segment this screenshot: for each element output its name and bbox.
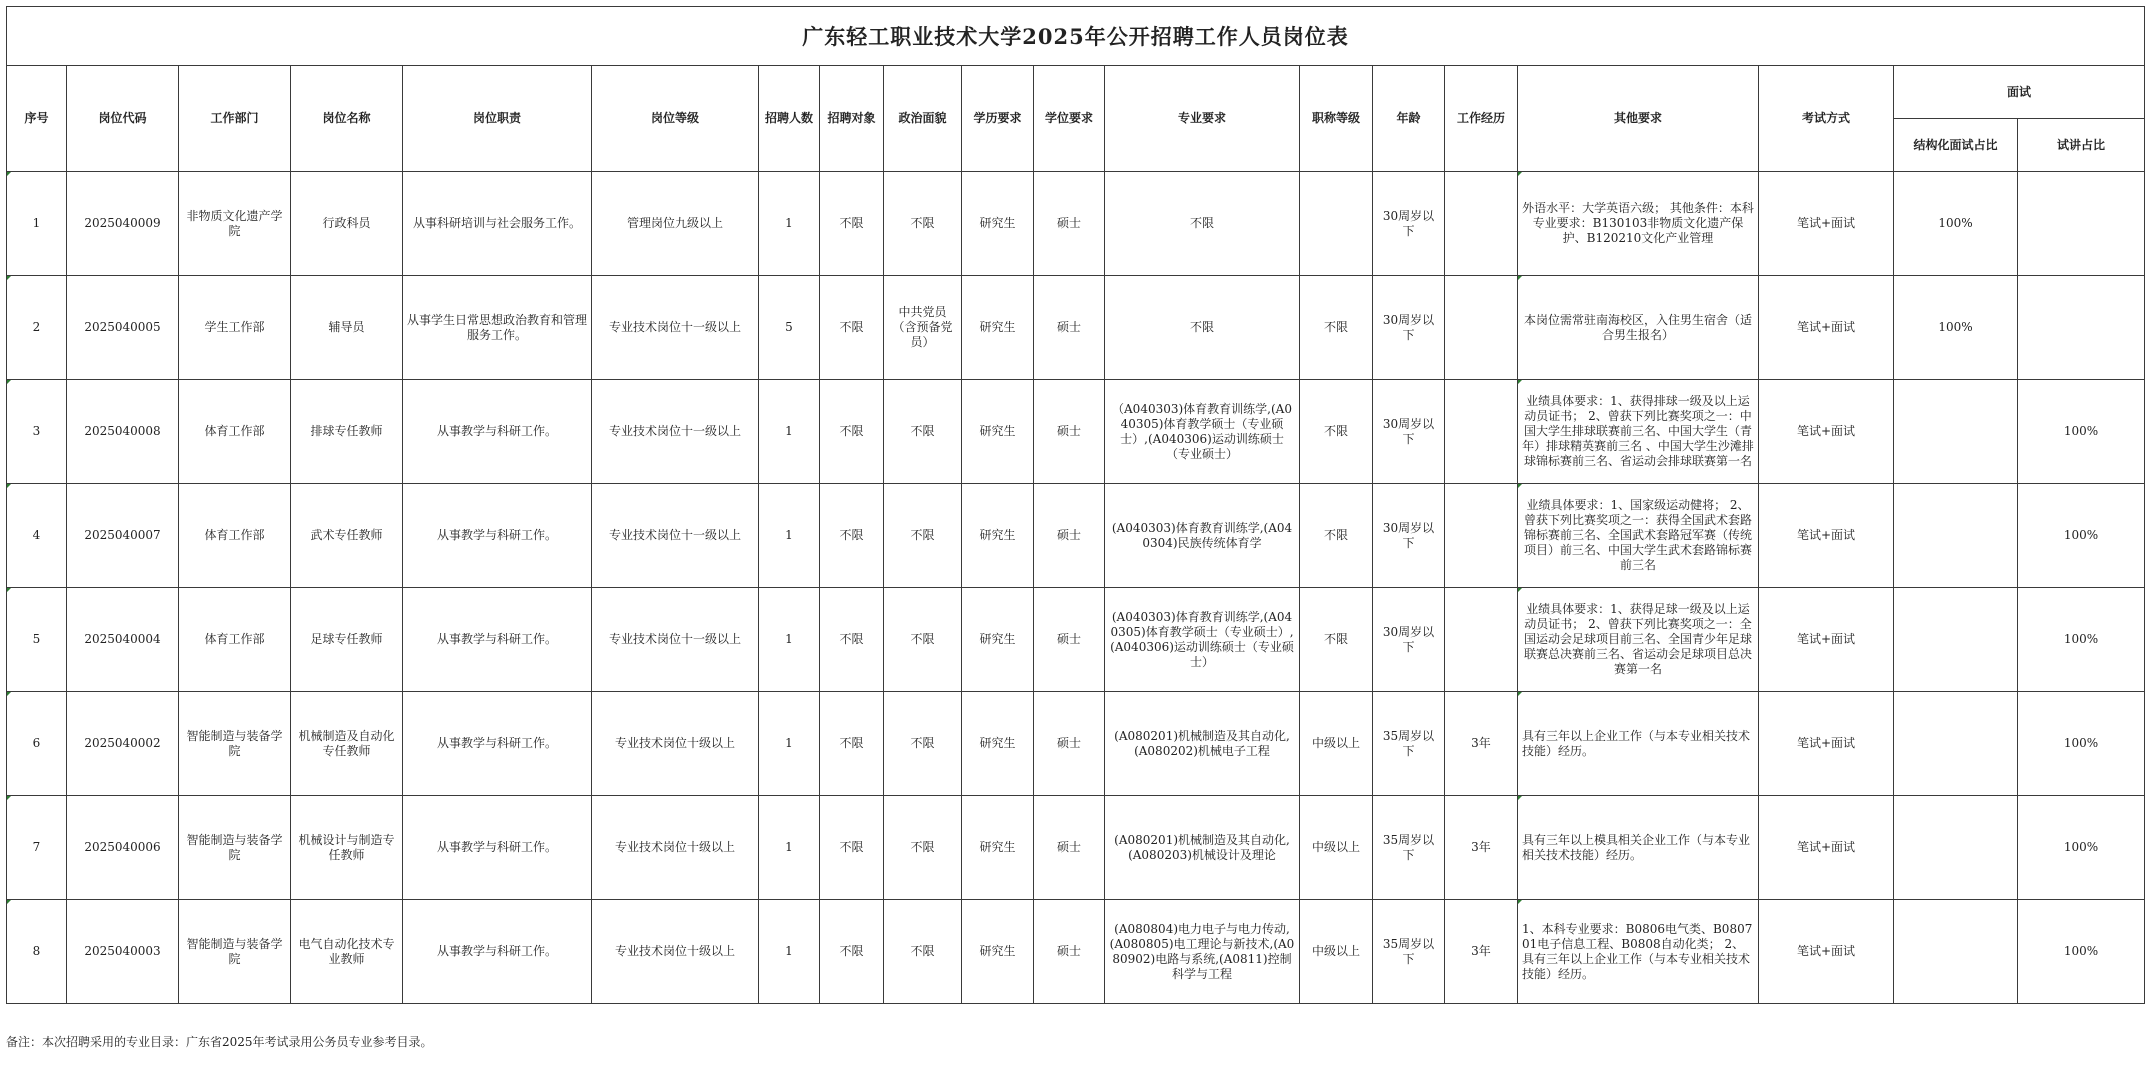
- cell-major: (A080201)机械制造及其自动化,(A080202)机械电子工程: [1105, 692, 1300, 796]
- cell-level: 专业技术岗位十一级以上: [592, 484, 759, 588]
- cell-level: 专业技术岗位十一级以上: [592, 380, 759, 484]
- header-interview: 面试: [1894, 66, 2145, 119]
- table-row: [7, 276, 2145, 380]
- cell-political: 不限: [884, 484, 962, 588]
- cell-other: 具有三年以上企业工作（与本专业相关技术技能）经历。: [1518, 692, 1759, 796]
- cell-political: 不限: [884, 692, 962, 796]
- header-dept: 工作部门: [179, 66, 291, 172]
- cell-structured: [1894, 900, 2018, 1004]
- cell-structured: 100%: [1894, 276, 2018, 380]
- cell-level: 专业技术岗位十一级以上: [592, 276, 759, 380]
- cell-other: 本岗位需常驻南海校区，入住男生宿舍（适合男生报名）: [1518, 276, 1759, 380]
- cell-level: 管理岗位九级以上: [592, 172, 759, 276]
- footnote: 备注：本次招聘采用的专业目录：广东省2025年考试录用公务员专业参考目录。: [6, 1035, 433, 1049]
- cell-exam: 笔试+面试: [1759, 172, 1894, 276]
- cell-target: 不限: [820, 484, 884, 588]
- cell-political: 中共党员（含预备党员）: [884, 276, 962, 380]
- cell-code: 2025040003: [67, 900, 179, 1004]
- cell-structured: [1894, 796, 2018, 900]
- header-target: 招聘对象: [820, 66, 884, 172]
- cell-title-level: 中级以上: [1300, 900, 1373, 1004]
- cell-target: 不限: [820, 692, 884, 796]
- cell-seq: 8: [7, 900, 67, 1004]
- header-row: [7, 66, 2145, 119]
- cell-lecture: [2018, 276, 2145, 380]
- cell-education: 研究生: [962, 796, 1034, 900]
- cell-age: 35周岁以下: [1373, 900, 1445, 1004]
- cell-degree: 硕士: [1034, 796, 1105, 900]
- header-political: 政治面貌: [884, 66, 962, 172]
- cell-duty: 从事教学与科研工作。: [403, 380, 592, 484]
- cell-level: 专业技术岗位十一级以上: [592, 588, 759, 692]
- cell-other: 业绩具体要求：1、获得排球一级及以上运动员证书； 2、曾获下列比赛奖项之一：中国大学生排球联赛前三名、中国大学生（青年）排球精英赛前三名 、中国大学生沙滩排球锦标赛前三名、省运动会排球联赛第一名: [1518, 380, 1759, 484]
- table-row: [7, 588, 2145, 692]
- cell-code: 2025040005: [67, 276, 179, 380]
- cell-seq: 3: [7, 380, 67, 484]
- header-lecture: 试讲占比: [2018, 119, 2145, 172]
- cell-exam: 笔试+面试: [1759, 588, 1894, 692]
- cell-duty: 从事教学与科研工作。: [403, 484, 592, 588]
- cell-degree: 硕士: [1034, 276, 1105, 380]
- cell-count: 5: [759, 276, 820, 380]
- cell-exam: 笔试+面试: [1759, 380, 1894, 484]
- header-major: 专业要求: [1105, 66, 1300, 172]
- cell-dept: 智能制造与装备学院: [179, 692, 291, 796]
- recruitment-sheet: [6, 6, 2144, 1004]
- cell-dept: 体育工作部: [179, 588, 291, 692]
- cell-lecture: [2018, 172, 2145, 276]
- cell-structured: [1894, 484, 2018, 588]
- cell-exam: 笔试+面试: [1759, 484, 1894, 588]
- cell-name: 电气自动化技术专业教师: [291, 900, 403, 1004]
- cell-name: 武术专任教师: [291, 484, 403, 588]
- cell-degree: 硕士: [1034, 588, 1105, 692]
- cell-education: 研究生: [962, 900, 1034, 1004]
- header-education: 学历要求: [962, 66, 1034, 172]
- header-name: 岗位名称: [291, 66, 403, 172]
- cell-political: 不限: [884, 380, 962, 484]
- header-structured: 结构化面试占比: [1894, 119, 2018, 172]
- cell-code: 2025040004: [67, 588, 179, 692]
- cell-dept: 智能制造与装备学院: [179, 796, 291, 900]
- cell-other: 业绩具体要求：1、获得足球一级及以上运动员证书； 2、曾获下列比赛奖项之一：全国运动会足球项目前三名、全国青少年足球联赛总决赛前三名、省运动会足球项目总决赛第一名: [1518, 588, 1759, 692]
- cell-target: 不限: [820, 380, 884, 484]
- cell-lecture: 100%: [2018, 380, 2145, 484]
- cell-degree: 硕士: [1034, 900, 1105, 1004]
- cell-name: 足球专任教师: [291, 588, 403, 692]
- cell-experience: [1445, 380, 1518, 484]
- cell-dept: 体育工作部: [179, 484, 291, 588]
- cell-structured: [1894, 588, 2018, 692]
- cell-education: 研究生: [962, 172, 1034, 276]
- table-row: [7, 172, 2145, 276]
- cell-degree: 硕士: [1034, 172, 1105, 276]
- table-row: [7, 380, 2145, 484]
- cell-experience: [1445, 588, 1518, 692]
- table-row: [7, 796, 2145, 900]
- cell-experience: [1445, 172, 1518, 276]
- header-code: 岗位代码: [67, 66, 179, 172]
- cell-level: 专业技术岗位十级以上: [592, 796, 759, 900]
- header-seq: 序号: [7, 66, 67, 172]
- cell-count: 1: [759, 692, 820, 796]
- cell-seq: 1: [7, 172, 67, 276]
- cell-political: 不限: [884, 172, 962, 276]
- cell-name: 排球专任教师: [291, 380, 403, 484]
- cell-structured: [1894, 380, 2018, 484]
- cell-title-level: [1300, 172, 1373, 276]
- cell-dept: 智能制造与装备学院: [179, 900, 291, 1004]
- cell-exam: 笔试+面试: [1759, 796, 1894, 900]
- cell-code: 2025040008: [67, 380, 179, 484]
- cell-lecture: 100%: [2018, 588, 2145, 692]
- cell-duty: 从事学生日常思想政治教育和管理服务工作。: [403, 276, 592, 380]
- cell-count: 1: [759, 172, 820, 276]
- cell-name: 行政科员: [291, 172, 403, 276]
- cell-age: 35周岁以下: [1373, 796, 1445, 900]
- table-row: [7, 484, 2145, 588]
- cell-degree: 硕士: [1034, 692, 1105, 796]
- cell-level: 专业技术岗位十级以上: [592, 692, 759, 796]
- cell-education: 研究生: [962, 588, 1034, 692]
- cell-lecture: 100%: [2018, 796, 2145, 900]
- cell-name: 辅导员: [291, 276, 403, 380]
- cell-count: 1: [759, 484, 820, 588]
- cell-degree: 硕士: [1034, 380, 1105, 484]
- cell-code: 2025040002: [67, 692, 179, 796]
- cell-experience: 3年: [1445, 900, 1518, 1004]
- header-experience: 工作经历: [1445, 66, 1518, 172]
- cell-exam: 笔试+面试: [1759, 900, 1894, 1004]
- cell-target: 不限: [820, 172, 884, 276]
- cell-dept: 学生工作部: [179, 276, 291, 380]
- cell-dept: 非物质文化遗产学院: [179, 172, 291, 276]
- cell-age: 30周岁以下: [1373, 588, 1445, 692]
- cell-lecture: 100%: [2018, 900, 2145, 1004]
- cell-lecture: 100%: [2018, 692, 2145, 796]
- cell-experience: 3年: [1445, 692, 1518, 796]
- cell-title-level: 不限: [1300, 484, 1373, 588]
- cell-other: 外语水平：大学英语六级； 其他条件：本科专业要求：B130103非物质文化遗产保护、B120210文化产业管理: [1518, 172, 1759, 276]
- cell-code: 2025040007: [67, 484, 179, 588]
- cell-level: 专业技术岗位十级以上: [592, 900, 759, 1004]
- header-level: 岗位等级: [592, 66, 759, 172]
- cell-major: 不限: [1105, 172, 1300, 276]
- cell-duty: 从事教学与科研工作。: [403, 900, 592, 1004]
- cell-age: 30周岁以下: [1373, 276, 1445, 380]
- cell-major: (A080804)电力电子与电力传动,(A080805)电工理论与新技术,(A080902)电路与系统,(A0811)控制科学与工程: [1105, 900, 1300, 1004]
- position-table: [6, 6, 2145, 1004]
- cell-age: 30周岁以下: [1373, 172, 1445, 276]
- cell-target: 不限: [820, 796, 884, 900]
- cell-experience: 3年: [1445, 796, 1518, 900]
- cell-name: 机械制造及自动化专任教师: [291, 692, 403, 796]
- header-duty: 岗位职责: [403, 66, 592, 172]
- cell-political: 不限: [884, 588, 962, 692]
- cell-other: 1、本科专业要求：B0806电气类、B080701电子信息工程、B0808自动化类； 2、具有三年以上企业工作（与本专业相关技术技能）经历。: [1518, 900, 1759, 1004]
- cell-seq: 2: [7, 276, 67, 380]
- cell-other: 具有三年以上模具相关企业工作（与本专业相关技术技能）经历。: [1518, 796, 1759, 900]
- cell-count: 1: [759, 380, 820, 484]
- header-exam: 考试方式: [1759, 66, 1894, 172]
- cell-title-level: 不限: [1300, 276, 1373, 380]
- cell-age: 30周岁以下: [1373, 484, 1445, 588]
- cell-education: 研究生: [962, 484, 1034, 588]
- cell-degree: 硕士: [1034, 484, 1105, 588]
- table-row: [7, 692, 2145, 796]
- cell-other: 业绩具体要求：1、国家级运动健将； 2、曾获下列比赛奖项之一：获得全国武术套路锦标赛前三名、全国武术套路冠军赛（传统项目）前三名、中国大学生武术套路锦标赛前三名: [1518, 484, 1759, 588]
- cell-count: 1: [759, 796, 820, 900]
- header-count: 招聘人数: [759, 66, 820, 172]
- cell-age: 35周岁以下: [1373, 692, 1445, 796]
- cell-code: 2025040006: [67, 796, 179, 900]
- cell-exam: 笔试+面试: [1759, 692, 1894, 796]
- cell-experience: [1445, 276, 1518, 380]
- header-other: 其他要求: [1518, 66, 1759, 172]
- table-body: [7, 172, 2145, 1004]
- cell-political: 不限: [884, 900, 962, 1004]
- cell-structured: [1894, 692, 2018, 796]
- cell-seq: 6: [7, 692, 67, 796]
- cell-political: 不限: [884, 796, 962, 900]
- cell-exam: 笔试+面试: [1759, 276, 1894, 380]
- cell-structured: 100%: [1894, 172, 2018, 276]
- cell-major: (A040303)体育教育训练学,(A040305)体育教学硕士（专业硕士）,(A040306)运动训练硕士（专业硕士）: [1105, 588, 1300, 692]
- cell-seq: 5: [7, 588, 67, 692]
- cell-experience: [1445, 484, 1518, 588]
- cell-name: 机械设计与制造专任教师: [291, 796, 403, 900]
- header-age: 年龄: [1373, 66, 1445, 172]
- cell-major: (A080201)机械制造及其自动化,(A080203)机械设计及理论: [1105, 796, 1300, 900]
- cell-title-level: 中级以上: [1300, 796, 1373, 900]
- page-title: 广东轻工职业技术大学2025年公开招聘工作人员岗位表: [7, 7, 2145, 66]
- cell-seq: 7: [7, 796, 67, 900]
- cell-duty: 从事教学与科研工作。: [403, 692, 592, 796]
- cell-duty: 从事教学与科研工作。: [403, 796, 592, 900]
- cell-dept: 体育工作部: [179, 380, 291, 484]
- header-title-level: 职称等级: [1300, 66, 1373, 172]
- cell-target: 不限: [820, 276, 884, 380]
- cell-title-level: 不限: [1300, 588, 1373, 692]
- cell-count: 1: [759, 900, 820, 1004]
- table-row: [7, 900, 2145, 1004]
- cell-major: (A040303)体育教育训练学,(A040304)民族传统体育学: [1105, 484, 1300, 588]
- cell-lecture: 100%: [2018, 484, 2145, 588]
- cell-major: 不限: [1105, 276, 1300, 380]
- cell-age: 30周岁以下: [1373, 380, 1445, 484]
- cell-code: 2025040009: [67, 172, 179, 276]
- cell-major: （A040303)体育教育训练学,(A040305)体育教学硕士（专业硕士）,(A040306)运动训练硕士（专业硕士）: [1105, 380, 1300, 484]
- cell-education: 研究生: [962, 380, 1034, 484]
- cell-target: 不限: [820, 900, 884, 1004]
- cell-target: 不限: [820, 588, 884, 692]
- cell-seq: 4: [7, 484, 67, 588]
- cell-education: 研究生: [962, 692, 1034, 796]
- cell-duty: 从事科研培训与社会服务工作。: [403, 172, 592, 276]
- cell-duty: 从事教学与科研工作。: [403, 588, 592, 692]
- cell-education: 研究生: [962, 276, 1034, 380]
- cell-title-level: 不限: [1300, 380, 1373, 484]
- cell-count: 1: [759, 588, 820, 692]
- cell-title-level: 中级以上: [1300, 692, 1373, 796]
- header-degree: 学位要求: [1034, 66, 1105, 172]
